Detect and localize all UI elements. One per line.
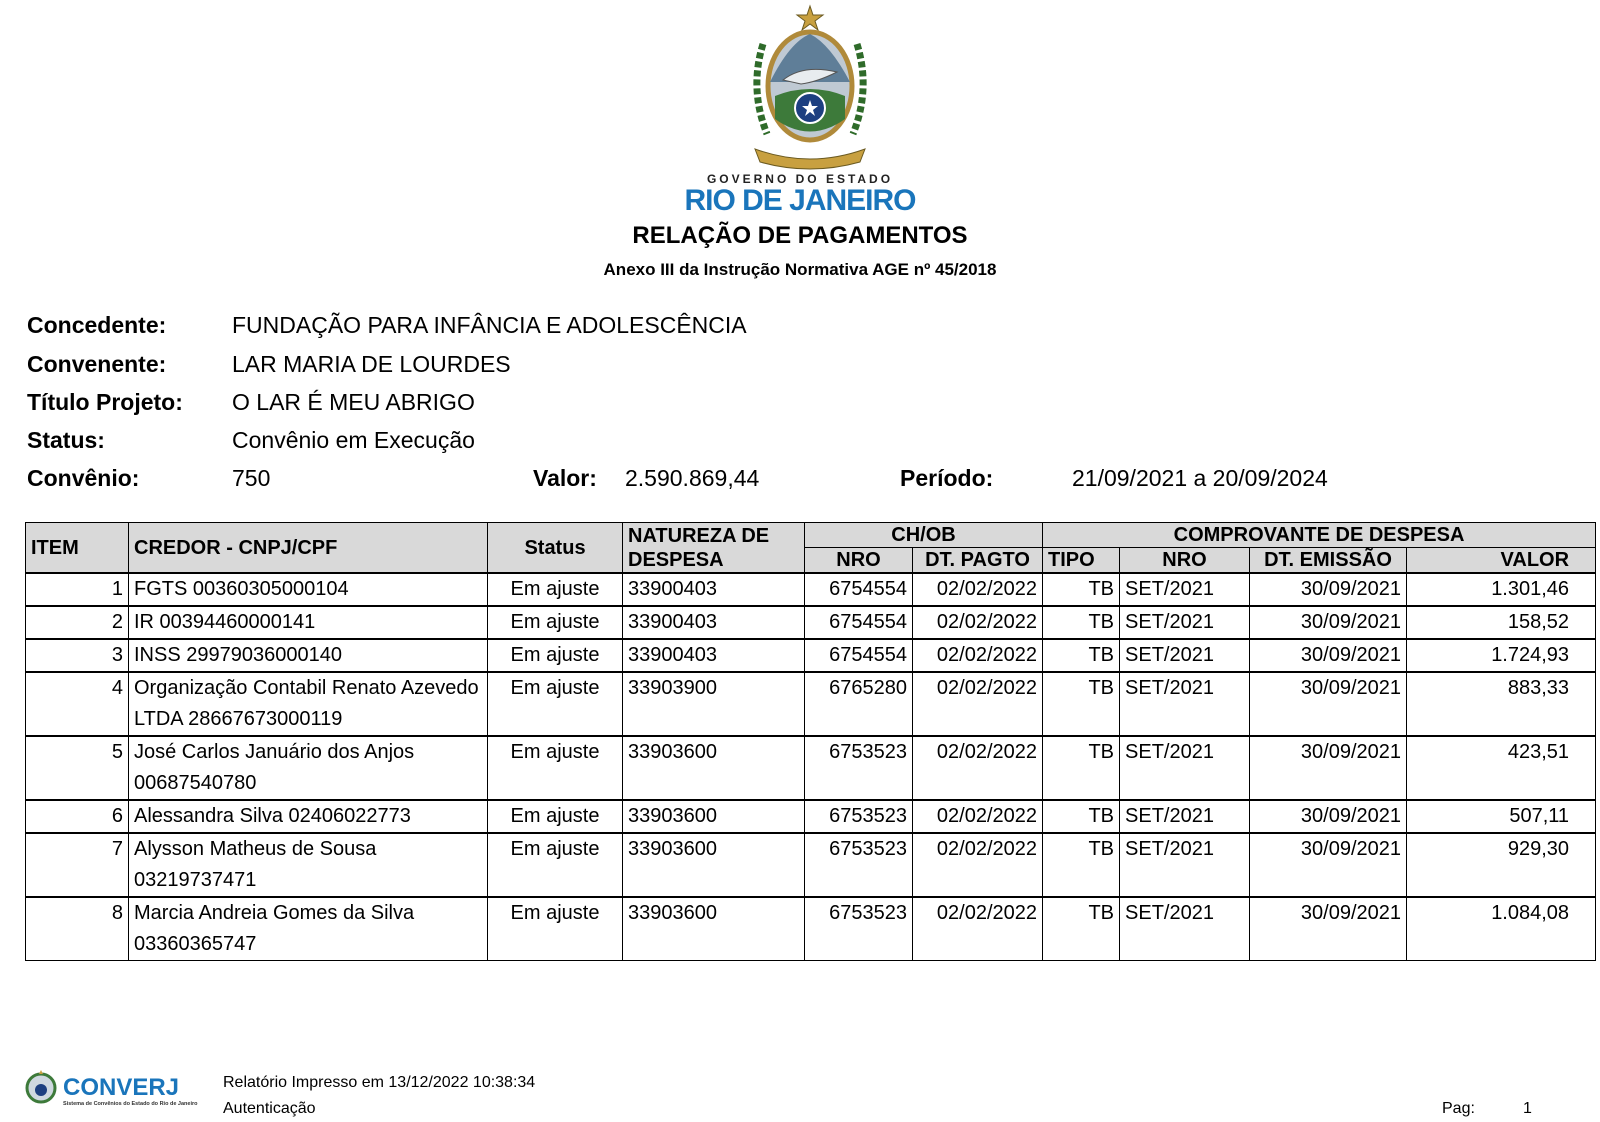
cell-dt-pagto: 02/02/2022 [913, 833, 1043, 897]
valor-value: 2.590.869,44 [625, 465, 760, 491]
cell-valor: 1.084,08 [1407, 897, 1596, 961]
cell-item: 3 [26, 639, 129, 672]
periodo-value: 21/09/2021 a 20/09/2024 [1072, 465, 1328, 491]
titulo-projeto-value: O LAR É MEU ABRIGO [232, 389, 475, 415]
cell-status: Em ajuste [488, 800, 623, 833]
periodo-label: Período: [900, 465, 994, 491]
cell-nro: 6753523 [805, 736, 913, 800]
cell-natureza: 33900403 [623, 573, 805, 606]
cell-dt-pagto: 02/02/2022 [913, 800, 1043, 833]
cell-item: 7 [26, 833, 129, 897]
status-value: Convênio em Execução [232, 427, 475, 453]
page-number: 1 [1523, 1100, 1532, 1117]
table-row [26, 606, 1596, 639]
cell-dt-pagto: 02/02/2022 [913, 672, 1043, 736]
page-subtitle: Anexo III da Instrução Normativa AGE nº 45/2018 [603, 260, 997, 279]
cell-item: 1 [26, 573, 129, 606]
cell-status: Em ajuste [488, 897, 623, 961]
cell-natureza: 33903600 [623, 736, 805, 800]
col-header-tipo: TIPO [1043, 548, 1120, 574]
table-row [26, 672, 1596, 736]
col-header-natureza: NATUREZA DE DESPESA [623, 523, 805, 574]
table-row [26, 573, 1596, 606]
cell-item: 6 [26, 800, 129, 833]
col-header-dt-emissao: DT. EMISSÃO [1250, 548, 1407, 574]
cell-valor: 1.301,46 [1407, 573, 1596, 606]
convenente-label: Convenente: [27, 351, 167, 377]
cell-credor: Alysson Matheus de Sousa 03219737471 [129, 833, 488, 897]
table-row [26, 736, 1596, 800]
cell-comp-nro: SET/2021 [1120, 639, 1250, 672]
authentication-label: Autenticação [223, 1100, 316, 1117]
cell-natureza: 33903600 [623, 800, 805, 833]
cell-comp-nro: SET/2021 [1120, 800, 1250, 833]
cell-comp-nro: SET/2021 [1120, 897, 1250, 961]
convenio-value: 750 [232, 465, 271, 491]
cell-valor: 158,52 [1407, 606, 1596, 639]
cell-status: Em ajuste [488, 573, 623, 606]
concedente-value: FUNDAÇÃO PARA INFÂNCIA E ADOLESCÊNCIA [232, 312, 747, 338]
cell-comp-nro: SET/2021 [1120, 833, 1250, 897]
state-name: RIO DE JANEIRO [684, 184, 916, 217]
convenente-value: LAR MARIA DE LOURDES [232, 351, 511, 377]
cell-tipo: TB [1043, 606, 1120, 639]
cell-dt-pagto: 02/02/2022 [913, 736, 1043, 800]
cell-natureza: 33903900 [623, 672, 805, 736]
cell-credor: Alessandra Silva 02406022773 [129, 800, 488, 833]
col-header-chob: CH/OB [805, 523, 1043, 548]
col-header-comp-nro: NRO [1120, 548, 1250, 574]
cell-comp-nro: SET/2021 [1120, 672, 1250, 736]
cell-nro: 6753523 [805, 897, 913, 961]
table-row [26, 800, 1596, 833]
payments-table [25, 522, 1596, 961]
cell-valor: 883,33 [1407, 672, 1596, 736]
cell-status: Em ajuste [488, 672, 623, 736]
cell-nro: 6754554 [805, 606, 913, 639]
cell-comp-nro: SET/2021 [1120, 606, 1250, 639]
printed-timestamp: Relatório Impresso em 13/12/2022 10:38:34 [223, 1074, 536, 1091]
col-header-dt-pagto: DT. PAGTO [913, 548, 1043, 574]
cell-item: 4 [26, 672, 129, 736]
cell-item: 8 [26, 897, 129, 961]
government-line: GOVERNO DO ESTADO [706, 172, 894, 186]
cell-status: Em ajuste [488, 606, 623, 639]
cell-item: 2 [26, 606, 129, 639]
cell-nro: 6753523 [805, 833, 913, 897]
page-title: RELAÇÃO DE PAGAMENTOS [632, 222, 968, 249]
table-row [26, 639, 1596, 672]
cell-valor: 507,11 [1407, 800, 1596, 833]
cell-dt-pagto: 02/02/2022 [913, 606, 1043, 639]
col-header-chob-nro: NRO [805, 548, 913, 574]
convenio-label: Convênio: [27, 465, 140, 491]
cell-valor: 1.724,93 [1407, 639, 1596, 672]
cell-tipo: TB [1043, 833, 1120, 897]
cell-nro: 6754554 [805, 639, 913, 672]
cell-dt-emissao: 30/09/2021 [1250, 897, 1407, 961]
cell-natureza: 33903600 [623, 833, 805, 897]
cell-credor: IR 00394460000141 [129, 606, 488, 639]
titulo-projeto-label: Título Projeto: [27, 389, 183, 415]
converj-logo [25, 1068, 205, 1110]
cell-dt-emissao: 30/09/2021 [1250, 833, 1407, 897]
cell-dt-pagto: 02/02/2022 [913, 573, 1043, 606]
col-header-item: ITEM [26, 523, 129, 574]
cell-credor: Organização Contabil Renato Azevedo LTDA 28667673000119 [129, 672, 488, 736]
cell-dt-emissao: 30/09/2021 [1250, 672, 1407, 736]
cell-tipo: TB [1043, 897, 1120, 961]
cell-status: Em ajuste [488, 833, 623, 897]
cell-credor: FGTS 00360305000104 [129, 573, 488, 606]
cell-natureza: 33900403 [623, 606, 805, 639]
cell-tipo: TB [1043, 800, 1120, 833]
table-header-row [26, 523, 1596, 548]
cell-comp-nro: SET/2021 [1120, 573, 1250, 606]
cell-item: 5 [26, 736, 129, 800]
cell-tipo: TB [1043, 639, 1120, 672]
cell-tipo: TB [1043, 736, 1120, 800]
cell-dt-emissao: 30/09/2021 [1250, 800, 1407, 833]
cell-valor: 423,51 [1407, 736, 1596, 800]
converj-logo-text: CONVERJ [63, 1074, 180, 1101]
cell-credor: INSS 29979036000140 [129, 639, 488, 672]
col-header-credor: CREDOR - CNPJ/CPF [129, 523, 488, 574]
cell-dt-pagto: 02/02/2022 [913, 897, 1043, 961]
col-header-comprovante: COMPROVANTE DE DESPESA [1043, 523, 1596, 548]
col-header-valor: VALOR [1407, 548, 1596, 574]
cell-nro: 6754554 [805, 573, 913, 606]
page-label: Pag: [1442, 1100, 1475, 1117]
table-row [26, 833, 1596, 897]
cell-tipo: TB [1043, 573, 1120, 606]
col-header-status: Status [488, 523, 623, 574]
coat-of-arms-logo [745, 4, 875, 170]
cell-dt-emissao: 30/09/2021 [1250, 573, 1407, 606]
cell-nro: 6753523 [805, 800, 913, 833]
cell-nro: 6765280 [805, 672, 913, 736]
cell-status: Em ajuste [488, 639, 623, 672]
status-label: Status: [27, 427, 105, 453]
cell-credor: José Carlos Januário dos Anjos 00687540780 [129, 736, 488, 800]
converj-logo-tagline: Sistema de Convênios do Estado do Rio de Janeiro [63, 1101, 198, 1107]
cell-dt-emissao: 30/09/2021 [1250, 639, 1407, 672]
valor-label: Valor: [533, 465, 597, 491]
cell-dt-emissao: 30/09/2021 [1250, 736, 1407, 800]
table-row [26, 897, 1596, 961]
concedente-label: Concedente: [27, 312, 167, 338]
cell-dt-emissao: 30/09/2021 [1250, 606, 1407, 639]
cell-status: Em ajuste [488, 736, 623, 800]
cell-dt-pagto: 02/02/2022 [913, 639, 1043, 672]
cell-natureza: 33900403 [623, 639, 805, 672]
cell-tipo: TB [1043, 672, 1120, 736]
cell-credor: Marcia Andreia Gomes da Silva 03360365747 [129, 897, 488, 961]
cell-natureza: 33903600 [623, 897, 805, 961]
cell-comp-nro: SET/2021 [1120, 736, 1250, 800]
cell-valor: 929,30 [1407, 833, 1596, 897]
